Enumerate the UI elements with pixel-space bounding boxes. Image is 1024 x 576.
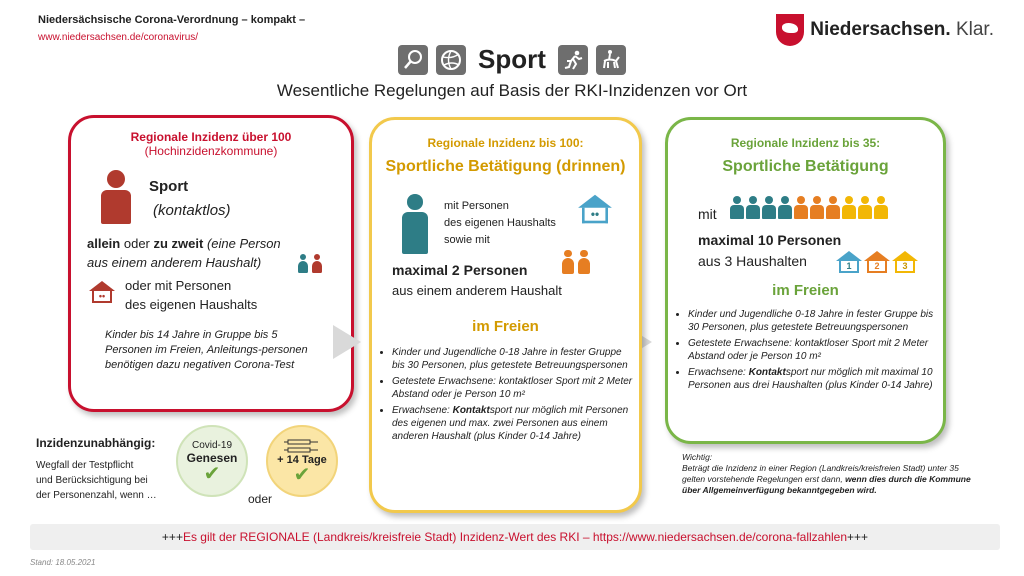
volleyball-icon <box>436 45 466 75</box>
panel-incidence-up-to-35 <box>665 117 946 444</box>
syringe-icon <box>282 438 322 454</box>
person-orange-icon <box>562 250 574 274</box>
horse-shield-icon <box>776 14 804 46</box>
person-red-icon <box>312 254 322 273</box>
yellow-bullets <box>382 346 634 446</box>
yellow-heading: Regionale Inzidenz bis 100: <box>427 136 584 150</box>
person-teal-icon <box>298 254 308 273</box>
household-2-icon: 2 <box>864 251 890 273</box>
person-icon <box>810 196 824 219</box>
person-icon <box>778 196 792 219</box>
green-im-freien: im Freien <box>772 282 839 299</box>
panel-incidence-over-100 <box>68 115 354 412</box>
list-item: • Kinder und Jugendliche 0-18 Jahre in fester Gruppe bis 30 Personen, plus getestete Betreuungspersonen <box>688 308 936 334</box>
red-kontaktlos: (kontaktlos) <box>153 202 231 219</box>
subtitle: Wesentliche Regelungen auf Basis der RKI-Inzidenzen vor Ort <box>276 81 748 100</box>
independent-text: Wegfall der Testpflicht und Berücksichtigung bei der Personenzahl, wenn … <box>36 460 157 501</box>
yellow-l2: des eigenen Haushalts <box>444 217 556 229</box>
footer-link[interactable]: Es gilt der REGIONALE (Landkreis/kreisfreie Stadt) Inzidenz-Wert des RKI – https://www.niedersachsen.de/corona-fallzahlen <box>182 530 848 544</box>
red-line4: des eigenen Haushalts <box>125 297 258 312</box>
footer-bar: +++ Es gilt der REGIONALE (Landkreis/kreisfreie Stadt) Inzidenz-Wert des RKI – https://www.niedersachsen.de/corona-fallzahlen +++ <box>30 524 1000 550</box>
checkmark-icon: ✔ <box>203 462 221 485</box>
yellow-l1: mit Personen <box>444 200 509 212</box>
panel-incidence-up-to-100 <box>369 117 642 513</box>
wichtig-note: Wichtig: Beträgt die Inzidenz in einer Region (Landkreis/kreisfreien Stadt) unter 35 gelten vorstehende Regelungen erst dann, wenn dies durch die Kommune über Allgemeinverfügung bekanntgegeben wird. <box>682 452 971 495</box>
red-subheading: (Hochinzidenzkommune) <box>144 144 278 158</box>
tennis-icon <box>398 45 428 75</box>
red-heading: Regionale Inzidenz über 100 <box>130 130 292 144</box>
red-sport: Sport <box>149 178 189 195</box>
person-icon <box>746 196 760 219</box>
oder-text: oder <box>248 492 273 506</box>
person-icon <box>794 196 808 219</box>
household-icon: •• <box>89 281 115 303</box>
green-l2: maximal 10 Personen <box>698 232 842 248</box>
checkmark-icon: ✔ <box>293 464 311 486</box>
independent-title: Inzidenzunabhängig: <box>36 436 156 450</box>
green-l3: aus 3 Haushalten <box>698 253 807 269</box>
green-bullets <box>678 308 936 395</box>
list-item: • Kinder und Jugendliche 0-18 Jahre in fester Gruppe bis 30 Personen, plus getestete Betreuungspersonen <box>392 346 634 372</box>
red-line3: oder mit Personen <box>125 278 232 293</box>
person-icon <box>826 196 840 219</box>
green-heading: Regionale Inzidenz bis 35: <box>730 136 881 150</box>
yellow-l5: aus einem anderem Haushalt <box>392 283 562 298</box>
header-link[interactable]: www.niedersachsen.de/coronavirus/ <box>38 32 199 43</box>
logo-text: Niedersachsen. Klar. <box>810 19 994 40</box>
household-1-icon: 1 <box>836 251 862 273</box>
recovered-badge: Covid-19 Genesen ✔ <box>176 425 248 497</box>
person-orange-icon <box>578 250 590 274</box>
people-row <box>730 196 888 219</box>
list-item: • Getestete Erwachsene: kontaktloser Sport mit 2 Meter Abstand oder je Person 10 m² <box>392 375 634 401</box>
horse-rider-icon <box>596 45 626 75</box>
page-title: Sport <box>478 44 546 74</box>
title-row <box>0 44 1024 75</box>
vaccinated-badge: + 14 Tage ✔ <box>266 425 338 497</box>
header-title: Niedersächsische Corona-Verordnung – kompakt – <box>38 14 306 26</box>
yellow-l4: maximal 2 Personen <box>392 262 528 278</box>
stand-date: Stand: 18.05.2021 <box>30 558 96 567</box>
red-note: Kinder bis 14 Jahre in Gruppe bis 5 Personen im Freien, Anleitungs-personen benötigen dazu negativen Corona-Test <box>105 329 308 371</box>
person-icon <box>858 196 872 219</box>
green-big: Sportliche Betätigung <box>722 158 889 175</box>
person-icon <box>762 196 776 219</box>
yellow-l3: sowie mit <box>444 234 490 246</box>
person-icon <box>842 196 856 219</box>
household-icon: •• <box>578 195 612 224</box>
person-icon <box>101 170 131 224</box>
list-item: • Getestete Erwachsene: kontaktloser Sport mit 2 Meter Abstand oder je Person 10 m² <box>688 337 936 363</box>
runner-icon <box>558 45 588 75</box>
logo <box>776 14 994 46</box>
green-mit: mit <box>698 206 717 222</box>
red-line2: aus einem anderem Haushalt) <box>87 255 262 270</box>
yellow-big: Sportliche Betätigung (drinnen) <box>385 158 626 175</box>
red-line1: allein oder zu zweit (eine Person <box>87 236 281 251</box>
yellow-im-freien: im Freien <box>472 318 539 335</box>
arrow-right-icon <box>333 325 361 359</box>
person-icon <box>874 196 888 219</box>
list-item: • Erwachsene: Kontaktsport nur möglich mit maximal 10 Personen aus drei Haushalten (plus Kinder 0-14 Jahre) <box>688 366 936 392</box>
person-teal-icon <box>402 194 428 254</box>
household-3-icon: 3 <box>892 251 918 273</box>
person-icon <box>730 196 744 219</box>
list-item: • Erwachsene: Kontaktsport nur möglich mit Personen des eigenen und max. zwei Personen aus einem anderen Haushalt (plus Kinder 0-14 Jahre) <box>392 404 634 443</box>
